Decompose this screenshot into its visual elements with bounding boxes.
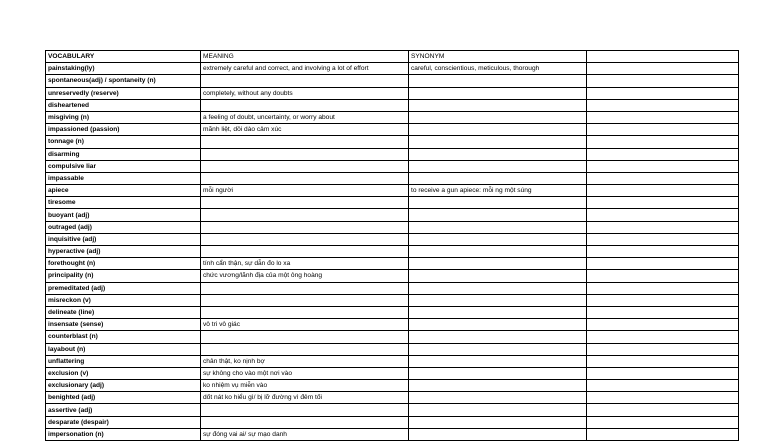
- table-row: [46, 124, 739, 136]
- synonym-cell[interactable]: [409, 343, 587, 355]
- empty-cell[interactable]: [587, 160, 739, 172]
- table-row: [46, 172, 739, 184]
- header-row: [46, 51, 739, 63]
- synonym-cell[interactable]: [409, 172, 587, 184]
- meaning-cell[interactable]: mãnh liệt, dồi dào cảm xúc: [201, 124, 409, 136]
- empty-cell[interactable]: [587, 99, 739, 111]
- empty-cell[interactable]: [587, 148, 739, 160]
- meaning-cell[interactable]: [201, 343, 409, 355]
- synonym-cell[interactable]: [409, 246, 587, 258]
- meaning-cell[interactable]: [201, 404, 409, 416]
- synonym-cell[interactable]: [409, 87, 587, 99]
- meaning-cell[interactable]: [201, 416, 409, 428]
- synonym-cell[interactable]: [409, 367, 587, 379]
- meaning-cell[interactable]: vô tri vô giác: [201, 319, 409, 331]
- meaning-cell[interactable]: a feeling of doubt, uncertainty, or worry about: [201, 111, 409, 123]
- vocabulary-cell[interactable]: forethought (n): [46, 258, 201, 270]
- vocabulary-cell[interactable]: apiece: [46, 185, 201, 197]
- vocabulary-cell[interactable]: disarming: [46, 148, 201, 160]
- table-row: [46, 282, 739, 294]
- vocabulary-cell[interactable]: spontaneous(adj) / spontaneity (n): [46, 75, 201, 87]
- vocabulary-cell[interactable]: benighted (adj): [46, 392, 201, 404]
- table-row: [46, 75, 739, 87]
- vocabulary-cell[interactable]: counterblast (n): [46, 331, 201, 343]
- empty-cell[interactable]: [587, 209, 739, 221]
- empty-cell[interactable]: [587, 136, 739, 148]
- empty-cell[interactable]: [587, 124, 739, 136]
- meaning-cell[interactable]: [201, 209, 409, 221]
- empty-cell[interactable]: [587, 416, 739, 428]
- meaning-cell[interactable]: [201, 306, 409, 318]
- empty-cell[interactable]: [587, 282, 739, 294]
- empty-cell[interactable]: [587, 343, 739, 355]
- meaning-cell[interactable]: sự không cho vào một nơi vào: [201, 367, 409, 379]
- vocabulary-cell[interactable]: compulsive liar: [46, 160, 201, 172]
- meaning-cell[interactable]: [201, 331, 409, 343]
- synonym-cell[interactable]: [409, 233, 587, 245]
- table-row: [46, 221, 739, 233]
- header-empty[interactable]: [587, 51, 739, 63]
- meaning-cell[interactable]: sự đóng vai ai/ sự mạo danh: [201, 428, 409, 440]
- table-row: [46, 343, 739, 355]
- empty-cell[interactable]: [587, 428, 739, 440]
- vocabulary-cell[interactable]: tiresome: [46, 197, 201, 209]
- synonym-cell[interactable]: [409, 124, 587, 136]
- empty-cell[interactable]: [587, 221, 739, 233]
- meaning-cell[interactable]: [201, 282, 409, 294]
- meaning-cell[interactable]: ko nhiệm vụ miễn vào: [201, 380, 409, 392]
- meaning-cell[interactable]: [201, 233, 409, 245]
- meaning-cell[interactable]: chân thật, ko nịnh bợ: [201, 355, 409, 367]
- synonym-cell[interactable]: [409, 319, 587, 331]
- synonym-cell[interactable]: [409, 148, 587, 160]
- table-row: [46, 148, 739, 160]
- empty-cell[interactable]: [587, 367, 739, 379]
- vocabulary-cell[interactable]: misreckon (v): [46, 294, 201, 306]
- vocabulary-cell[interactable]: impassioned (passion): [46, 124, 201, 136]
- meaning-cell[interactable]: tính cẩn thận, sự dẫn đo lo xa: [201, 258, 409, 270]
- table-row: [46, 270, 739, 282]
- synonym-cell[interactable]: [409, 270, 587, 282]
- synonym-cell[interactable]: [409, 75, 587, 87]
- table-row: [46, 136, 739, 148]
- table-row: [46, 87, 739, 99]
- vocabulary-cell[interactable]: outraged (adj): [46, 221, 201, 233]
- vocabulary-cell[interactable]: unreservedly (reserve): [46, 87, 201, 99]
- empty-cell[interactable]: [587, 270, 739, 282]
- vocabulary-cell[interactable]: exclusion (v): [46, 367, 201, 379]
- vocabulary-cell[interactable]: disheartened: [46, 99, 201, 111]
- table-row: [46, 306, 739, 318]
- table-row: [46, 258, 739, 270]
- vocabulary-cell[interactable]: impersonation (n): [46, 428, 201, 440]
- meaning-cell[interactable]: [201, 172, 409, 184]
- table-row: [46, 404, 739, 416]
- vocabulary-cell[interactable]: painstaking(ly): [46, 63, 201, 75]
- table-row: [46, 111, 739, 123]
- meaning-cell[interactable]: dốt nát ko hiểu gì/ bị lỡ đường vì đêm tối: [201, 392, 409, 404]
- vocabulary-cell[interactable]: principality (n): [46, 270, 201, 282]
- table-row: [46, 331, 739, 343]
- empty-cell[interactable]: [587, 172, 739, 184]
- meaning-cell[interactable]: [201, 160, 409, 172]
- table-row: [46, 197, 739, 209]
- meaning-cell[interactable]: [201, 99, 409, 111]
- empty-cell[interactable]: [587, 306, 739, 318]
- synonym-cell[interactable]: [409, 331, 587, 343]
- vocabulary-cell[interactable]: impassable: [46, 172, 201, 184]
- synonym-cell[interactable]: [409, 160, 587, 172]
- header-vocabulary[interactable]: VOCABULARY: [46, 51, 201, 63]
- meaning-cell[interactable]: extremely careful and correct, and involving a lot of effort: [201, 63, 409, 75]
- table-row: [46, 428, 739, 440]
- synonym-cell[interactable]: [409, 380, 587, 392]
- vocabulary-table: [45, 50, 739, 441]
- table-row: [46, 160, 739, 172]
- table-row: [46, 209, 739, 221]
- vocabulary-cell[interactable]: tonnage (n): [46, 136, 201, 148]
- meaning-cell[interactable]: [201, 75, 409, 87]
- empty-cell[interactable]: [587, 355, 739, 367]
- table-row: [46, 319, 739, 331]
- vocabulary-cell[interactable]: delineate (line): [46, 306, 201, 318]
- empty-cell[interactable]: [587, 380, 739, 392]
- table-row: [46, 392, 739, 404]
- empty-cell[interactable]: [587, 404, 739, 416]
- meaning-cell[interactable]: [201, 221, 409, 233]
- synonym-cell[interactable]: [409, 258, 587, 270]
- vocabulary-cell[interactable]: layabout (n): [46, 343, 201, 355]
- synonym-cell[interactable]: [409, 111, 587, 123]
- table-row: [46, 416, 739, 428]
- table-row: [46, 367, 739, 379]
- synonym-cell[interactable]: careful, conscientious, meticulous, thorough: [409, 63, 587, 75]
- table-row: [46, 233, 739, 245]
- header-meaning[interactable]: MEANING: [201, 51, 409, 63]
- synonym-cell[interactable]: to receive a gun apiece: mỗi ng một súng: [409, 185, 587, 197]
- vocabulary-cell[interactable]: buoyant (adj): [46, 209, 201, 221]
- meaning-cell[interactable]: [201, 294, 409, 306]
- empty-cell[interactable]: [587, 63, 739, 75]
- synonym-cell[interactable]: [409, 306, 587, 318]
- synonym-cell[interactable]: [409, 404, 587, 416]
- vocabulary-cell[interactable]: misgiving (n): [46, 111, 201, 123]
- empty-cell[interactable]: [587, 246, 739, 258]
- vocabulary-cell[interactable]: insensate (sense): [46, 319, 201, 331]
- meaning-cell[interactable]: completely, without any doubts: [201, 87, 409, 99]
- vocabulary-cell[interactable]: hyperactive (adj): [46, 246, 201, 258]
- vocabulary-cell[interactable]: inquisitive (adj): [46, 233, 201, 245]
- synonym-cell[interactable]: [409, 428, 587, 440]
- spreadsheet: [45, 50, 739, 441]
- table-row: [46, 355, 739, 367]
- empty-cell[interactable]: [587, 392, 739, 404]
- vocabulary-cell[interactable]: exclusionary (adj): [46, 380, 201, 392]
- table-row: [46, 246, 739, 258]
- meaning-cell[interactable]: [201, 246, 409, 258]
- meaning-cell[interactable]: [201, 148, 409, 160]
- vocabulary-cell[interactable]: unflattering: [46, 355, 201, 367]
- vocabulary-cell[interactable]: assertive (adj): [46, 404, 201, 416]
- empty-cell[interactable]: [587, 331, 739, 343]
- empty-cell[interactable]: [587, 319, 739, 331]
- synonym-cell[interactable]: [409, 209, 587, 221]
- empty-cell[interactable]: [587, 185, 739, 197]
- meaning-cell[interactable]: [201, 136, 409, 148]
- synonym-cell[interactable]: [409, 355, 587, 367]
- table-row: [46, 63, 739, 75]
- table-row: [46, 380, 739, 392]
- empty-cell[interactable]: [587, 258, 739, 270]
- synonym-cell[interactable]: [409, 294, 587, 306]
- synonym-cell[interactable]: [409, 99, 587, 111]
- meaning-cell[interactable]: [201, 197, 409, 209]
- synonym-cell[interactable]: [409, 136, 587, 148]
- meaning-cell[interactable]: mỗi người: [201, 185, 409, 197]
- empty-cell[interactable]: [587, 111, 739, 123]
- synonym-cell[interactable]: [409, 282, 587, 294]
- empty-cell[interactable]: [587, 197, 739, 209]
- vocabulary-cell[interactable]: premeditated (adj): [46, 282, 201, 294]
- table-row: [46, 99, 739, 111]
- synonym-cell[interactable]: [409, 221, 587, 233]
- table-row: [46, 185, 739, 197]
- synonym-cell[interactable]: [409, 416, 587, 428]
- vocabulary-cell[interactable]: desparate (despair): [46, 416, 201, 428]
- header-synonym[interactable]: SYNONYM: [409, 51, 587, 63]
- synonym-cell[interactable]: [409, 197, 587, 209]
- empty-cell[interactable]: [587, 294, 739, 306]
- synonym-cell[interactable]: [409, 392, 587, 404]
- meaning-cell[interactable]: chức vương/lãnh địa của một ông hoàng: [201, 270, 409, 282]
- empty-cell[interactable]: [587, 75, 739, 87]
- empty-cell[interactable]: [587, 233, 739, 245]
- table-row: [46, 294, 739, 306]
- empty-cell[interactable]: [587, 87, 739, 99]
